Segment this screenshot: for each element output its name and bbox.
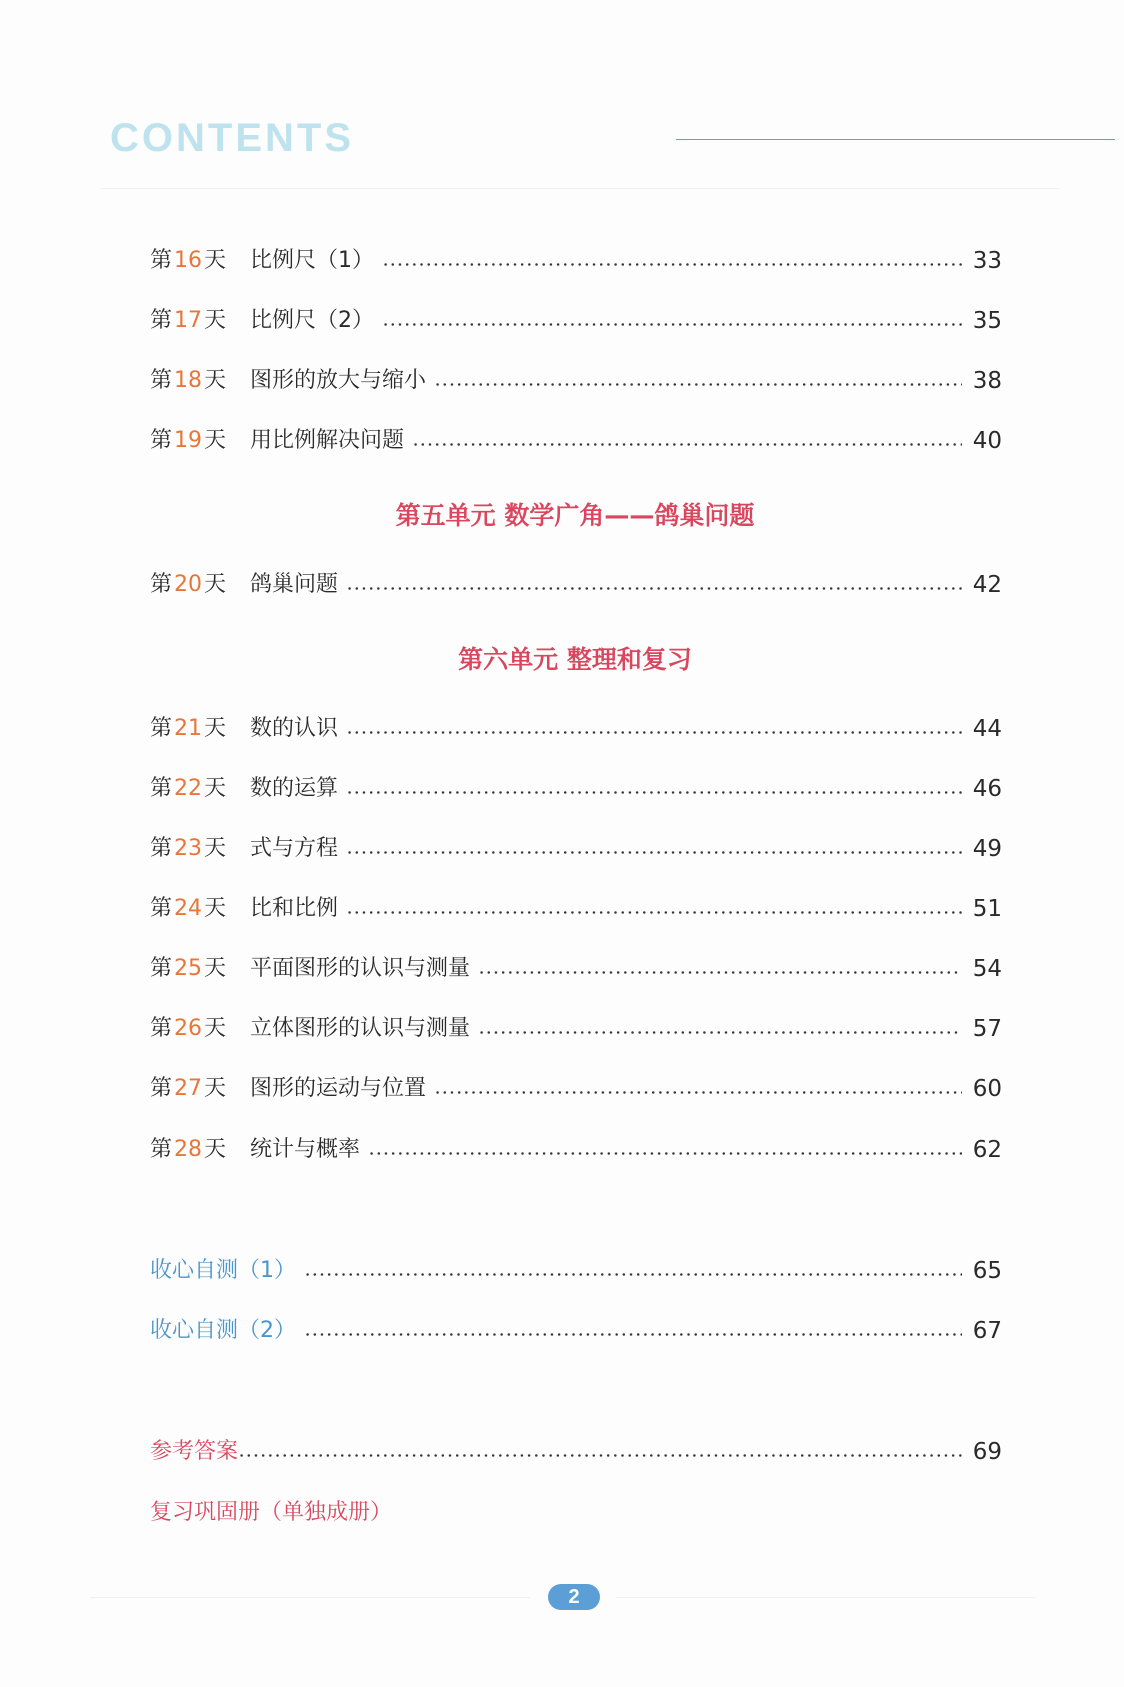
entry-title: 图形的放大与缩小 [250,368,427,393]
entry-title: 鸽巢问题 [250,572,339,597]
toc-entry-day-19[interactable] [150,424,1002,458]
day-prefix: 第 [150,836,173,861]
toc-entry-day-24[interactable] [150,892,1002,926]
day-suffix: 天 [204,836,227,861]
entry-title: 比例尺（2） [250,308,375,333]
day-suffix: 天 [204,248,227,273]
page-number: 69 [972,1439,1002,1465]
day-label [150,892,226,926]
day-prefix: 第 [150,896,173,921]
page-number: 54 [972,956,1002,982]
day-number: 17 [174,308,203,333]
dot-leader [434,383,962,386]
dot-leader [346,587,962,590]
day-prefix: 第 [150,428,173,453]
page-number: 40 [972,428,1002,454]
dot-leader [412,443,962,446]
unit-6-heading[interactable]: 第六单元 整理和复习 [458,645,692,674]
day-prefix: 第 [150,368,173,393]
day-prefix: 第 [150,776,173,801]
day-label [150,772,226,806]
toc-entry-self-test-1[interactable] [150,1254,1002,1288]
entry-title: 图形的运动与位置 [250,1076,427,1101]
toc-entry-day-23[interactable] [150,832,1002,866]
unit-5-heading[interactable]: 第五单元 数学广角——鸽巢问题 [395,501,755,530]
header-faint-rule [100,188,1060,189]
dot-leader [346,851,962,854]
dot-leader [304,1273,962,1276]
day-prefix: 第 [150,956,173,981]
toc-entry-review-booklet[interactable] [150,1496,1002,1530]
dot-leader [382,323,962,326]
day-suffix: 天 [204,776,227,801]
day-suffix: 天 [204,572,227,597]
page-number-badge: 2 [548,1584,600,1610]
page-number: 46 [972,776,1002,802]
day-label [150,1072,226,1106]
dot-leader [346,731,962,734]
page-number: 35 [972,308,1002,334]
day-label [150,1133,226,1167]
day-prefix: 第 [150,572,173,597]
day-suffix: 天 [204,368,227,393]
day-label [150,1012,226,1046]
dot-leader [368,1152,962,1155]
day-suffix: 天 [204,956,227,981]
day-number: 26 [174,1016,203,1041]
day-label [150,568,226,602]
footer-rule-left [90,1597,530,1598]
day-number: 20 [174,572,203,597]
entry-title: 立体图形的认识与测量 [250,1016,471,1041]
footer-rule-right [616,1597,1036,1598]
dot-leader [478,971,962,974]
entry-title: 式与方程 [250,836,339,861]
day-label [150,364,226,398]
dot-leader [434,1091,962,1094]
day-number: 18 [174,368,203,393]
entry-title: 数的运算 [250,776,339,801]
page-number: 51 [972,896,1002,922]
toc-entry-day-16[interactable] [150,244,1002,278]
dot-leader [346,911,962,914]
toc-entry-answers[interactable] [150,1435,1002,1469]
day-number: 16 [174,248,203,273]
dot-leader [346,791,962,794]
entry-title: 复习巩固册（单独成册） [150,1500,393,1525]
day-suffix: 天 [204,1016,227,1041]
day-suffix: 天 [204,1076,227,1101]
dot-leader [304,1333,962,1336]
header-rule [676,139,1115,140]
day-number: 28 [174,1137,203,1162]
day-prefix: 第 [150,1016,173,1041]
toc-entry-day-18[interactable] [150,364,1002,398]
day-label [150,304,226,338]
day-label [150,952,226,986]
day-suffix: 天 [204,428,227,453]
entry-title: 参考答案 [150,1439,239,1464]
page-number: 49 [972,836,1002,862]
day-number: 19 [174,428,203,453]
day-number: 21 [174,716,203,741]
entry-title: 比和比例 [250,896,339,921]
day-suffix: 天 [204,896,227,921]
entry-title: 统计与概率 [250,1137,361,1162]
entry-title: 用比例解决问题 [250,428,405,453]
day-suffix: 天 [204,716,227,741]
toc-entry-day-17[interactable] [150,304,1002,338]
toc-entry-self-test-2[interactable] [150,1314,1002,1348]
page-number: 65 [972,1258,1002,1284]
page-number: 42 [972,572,1002,598]
toc-entry-day-26[interactable] [150,1012,1002,1046]
day-prefix: 第 [150,716,173,741]
day-label [150,712,226,746]
toc-entry-day-27[interactable] [150,1072,1002,1106]
day-prefix: 第 [150,248,173,273]
day-number: 25 [174,956,203,981]
page-number: 44 [972,716,1002,742]
page-number: 38 [972,368,1002,394]
toc-entry-day-20[interactable] [150,568,1002,602]
day-suffix: 天 [204,1137,227,1162]
entry-title: 比例尺（1） [250,248,375,273]
page-number: 60 [972,1076,1002,1102]
page-number: 33 [972,248,1002,274]
day-label [150,244,226,278]
day-number: 22 [174,776,203,801]
day-number: 23 [174,836,203,861]
day-label [150,832,226,866]
day-number: 27 [174,1076,203,1101]
dot-leader [382,263,962,266]
day-prefix: 第 [150,1076,173,1101]
dot-leader [478,1031,962,1034]
entry-title: 收心自测（1） [150,1258,296,1283]
dot-leader [238,1454,962,1457]
day-suffix: 天 [204,308,227,333]
contents-title: CONTENTS [110,116,354,160]
day-prefix: 第 [150,1137,173,1162]
toc-entry-day-22[interactable] [150,772,1002,806]
toc-entry-day-25[interactable] [150,952,1002,986]
page-number: 67 [972,1318,1002,1344]
page-number: 57 [972,1016,1002,1042]
entry-title: 平面图形的认识与测量 [250,956,471,981]
entry-title: 数的认识 [250,716,339,741]
toc-entry-day-21[interactable] [150,712,1002,746]
day-prefix: 第 [150,308,173,333]
entry-title: 收心自测（2） [150,1318,296,1343]
toc-entry-day-28[interactable] [150,1133,1002,1167]
day-number: 24 [174,896,203,921]
day-label [150,424,226,458]
page-number: 62 [972,1137,1002,1163]
